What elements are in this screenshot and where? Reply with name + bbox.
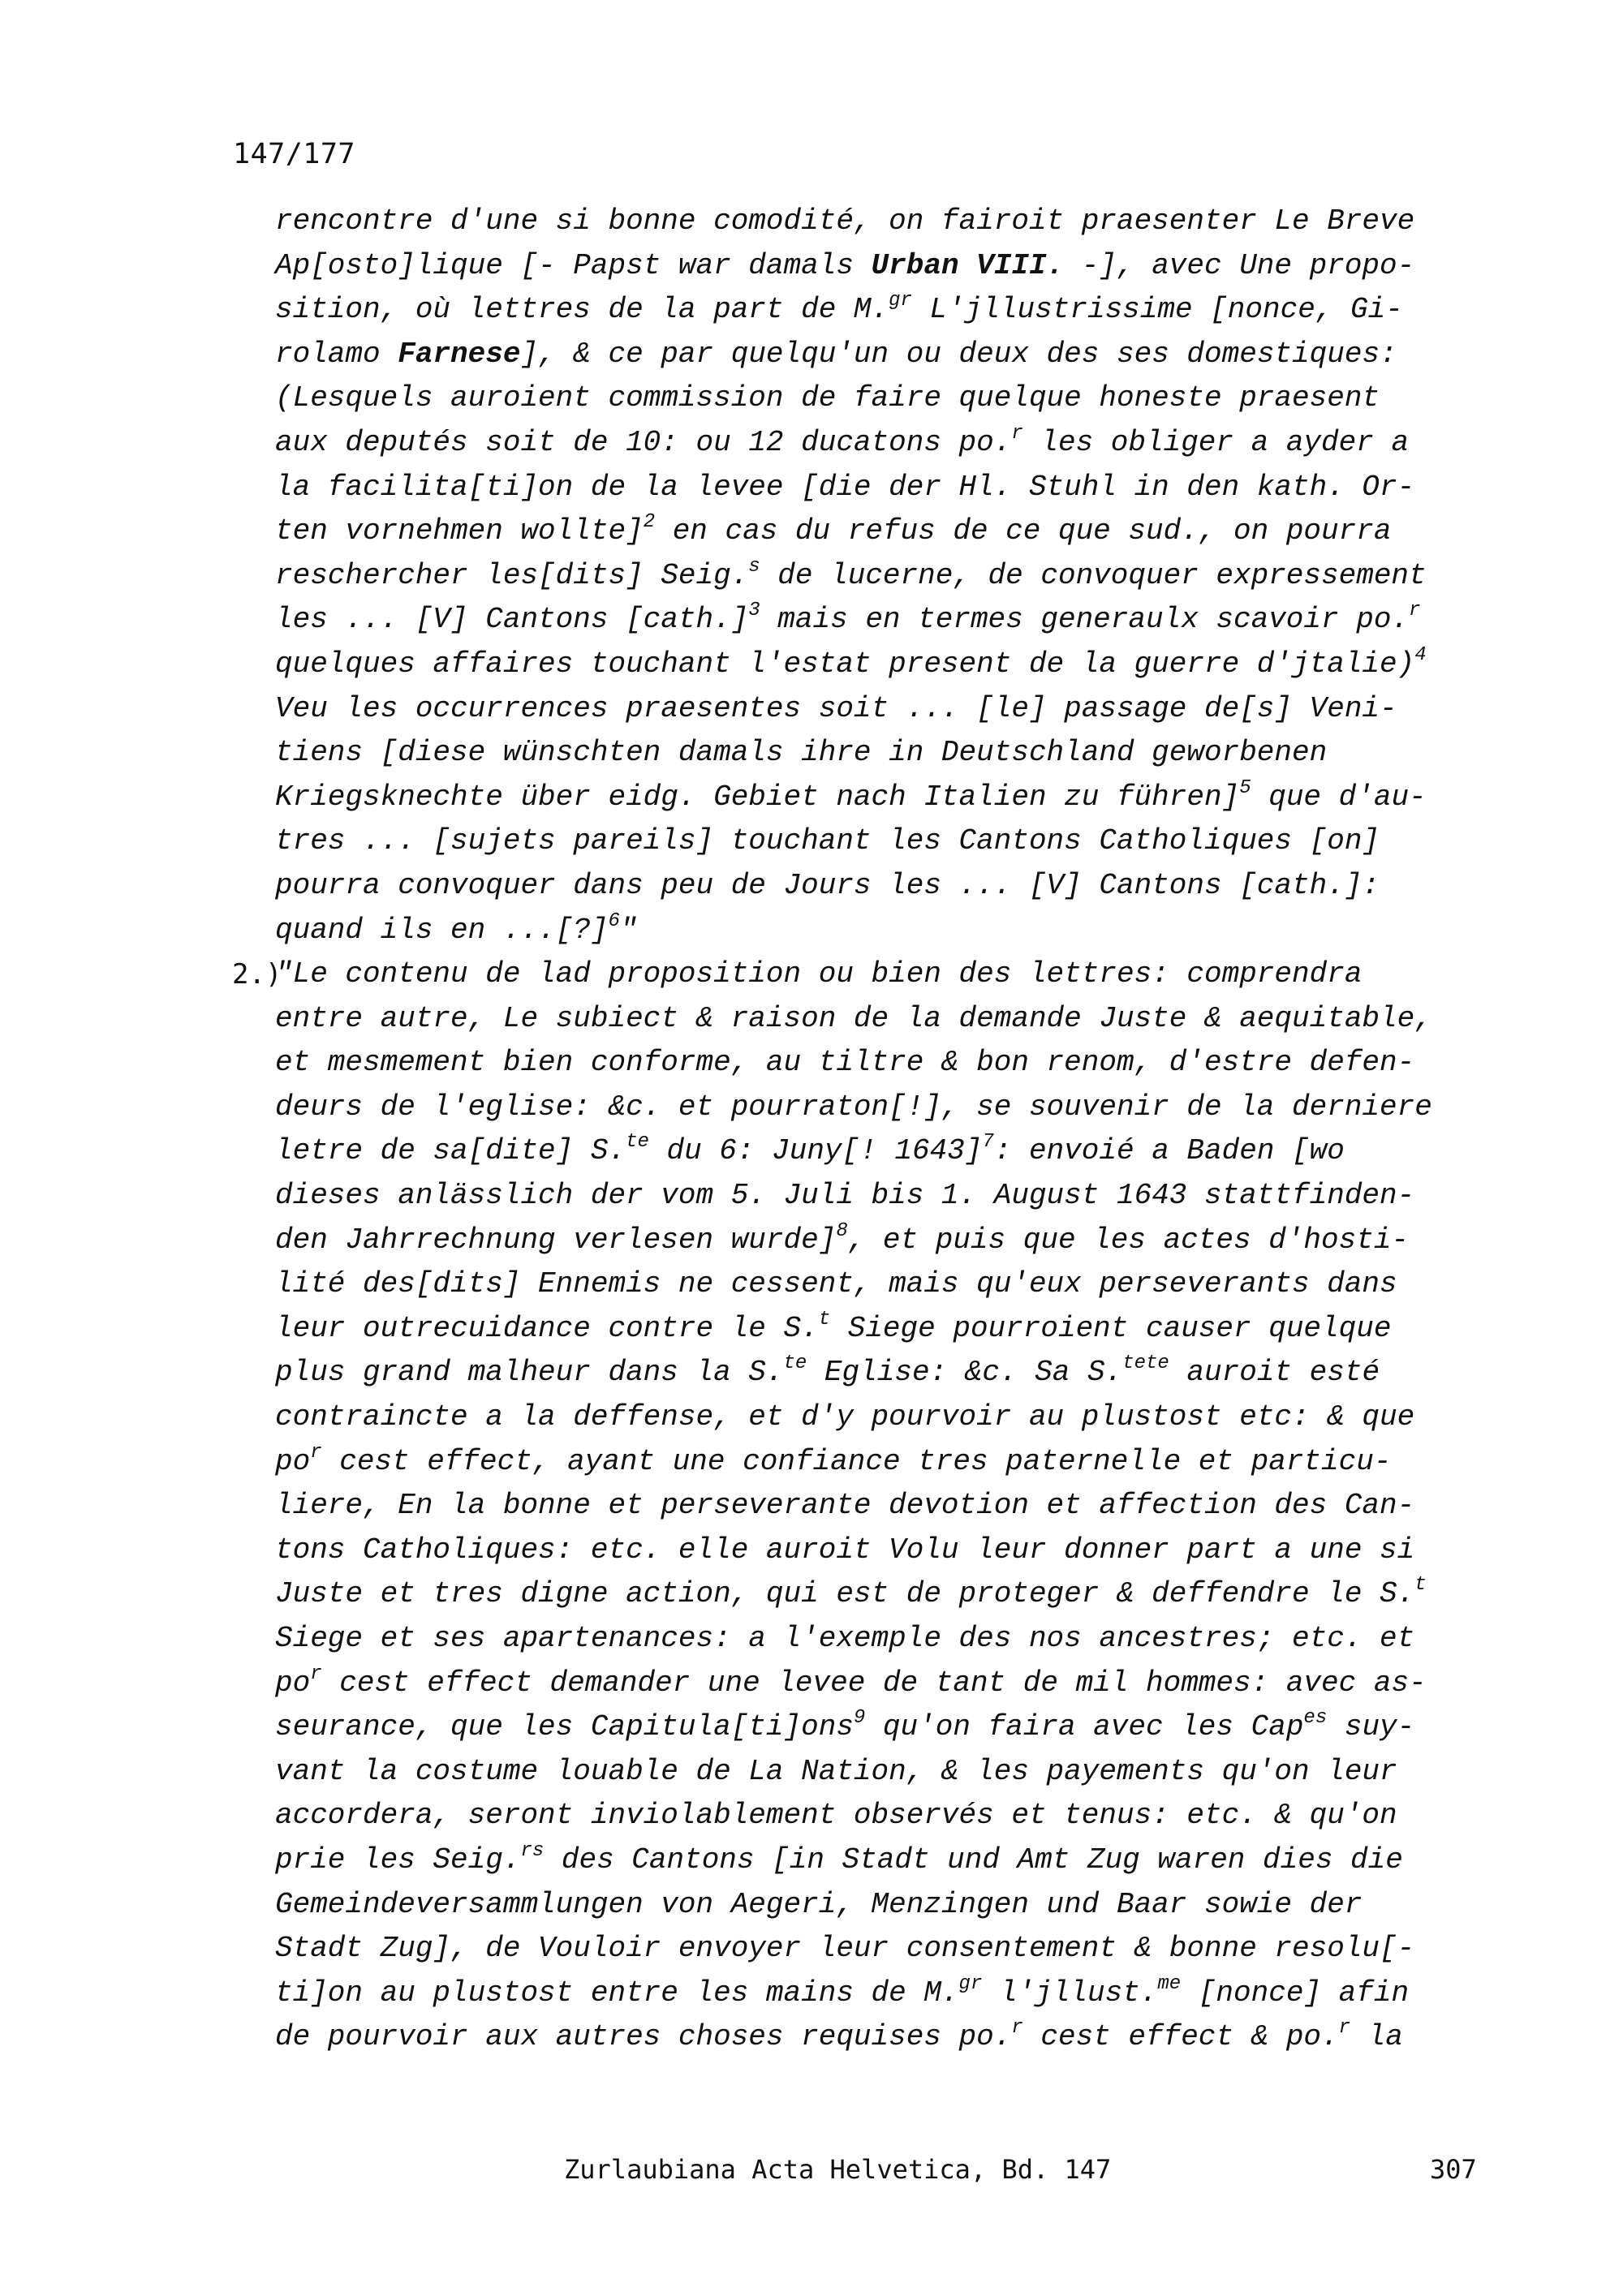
text-segment: de lucerne, de convoquer expressement (760, 558, 1427, 592)
superscript: 2 (643, 511, 656, 534)
text-segment: du 6: Juny[! 1643] (648, 1134, 983, 1168)
text-segment: mais en termes generaulx scavoir po. (760, 603, 1410, 637)
text-segment: entre autre, Le subiect & raison de la demande Juste & aequitable, (275, 1001, 1432, 1035)
text-segment: sition, où lettres de la part de M. (275, 293, 889, 327)
superscript: r (310, 1662, 322, 1685)
text-segment: Ap[osto]lique [- Papst war damals (275, 248, 872, 282)
text-line (275, 244, 1492, 289)
text-line (275, 1129, 1492, 1174)
text-segment: letre de sa[dite] S. (275, 1134, 626, 1168)
superscript: t (818, 1308, 831, 1331)
text-line (275, 1351, 1492, 1395)
text-line (275, 1617, 1492, 1662)
text-segment: ], & ce par quelqu'un ou deux des ses domestiques: (520, 337, 1397, 371)
item-number: 2.) (232, 958, 282, 991)
text-segment: vant la costume louable de La Nation, & les payements qu'on leur (275, 1754, 1397, 1788)
text-segment: Veu les occurrences praesentes soit ... [le] passage de[s] Veni- (275, 691, 1397, 725)
text-segment: cest effect & po. (1022, 2020, 1339, 2054)
text-segment: l'jllust. (982, 1976, 1158, 2010)
text-line (275, 1440, 1492, 1485)
text-line (275, 1662, 1492, 1706)
page-counter: 147/177 (233, 138, 356, 170)
text-line (275, 200, 1492, 244)
text-segment: auroit esté (1169, 1356, 1380, 1390)
text-line (275, 1262, 1492, 1307)
text-line (232, 952, 1492, 997)
text-line (275, 333, 1492, 377)
text-segment: la facilita[ti]on de la levee [die der Hl. Stuhl in den kath. Or- (275, 470, 1415, 504)
text-segment: Siege pourroient causer quelque (830, 1311, 1392, 1345)
text-line (275, 1086, 1492, 1130)
text-line (275, 687, 1492, 732)
superscript: rs (520, 1839, 545, 1862)
superscript: r (1011, 2017, 1023, 2040)
text-segment: Stadt Zug], de Vouloir envoyer leur consentement & bonne resolu[- (275, 1932, 1415, 1966)
text-line (275, 909, 1492, 953)
text-line (275, 1572, 1492, 1617)
text-line (275, 510, 1492, 554)
transcription-body (232, 200, 1492, 2060)
text-segment: Gemeindeversammlungen von Aegeri, Menzingen und Baar sowie der (275, 1887, 1363, 1921)
text-segment: les ... [V] Cantons [cath.] (275, 603, 749, 637)
text-segment: dieses anlässlich der vom 5. Juli bis 1. August 1643 stattfinden- (275, 1179, 1415, 1213)
text-line (275, 1041, 1492, 1086)
text-line (275, 1838, 1492, 1883)
text-segment: reschercher les[dits] Seig. (275, 558, 749, 592)
text-line (275, 376, 1492, 421)
text-segment: Eglise: &c. Sa S. (807, 1356, 1123, 1390)
text-segment: quelques affaires touchant l'estat present de la guerre d'jtalie) (275, 647, 1415, 681)
text-segment: rencontre d'une si bonne comodité, on fairoit praesenter Le Breve (275, 204, 1415, 238)
text-segment: -], avec Une propo- (1064, 248, 1415, 282)
text-line (275, 1705, 1492, 1750)
text-line (275, 819, 1492, 864)
text-segment: tres ... [sujets pareils] touchant les Cantons Catholiques [on] (275, 824, 1380, 858)
text-segment: en cas du refus de ce que sud., on pourra (655, 514, 1392, 548)
text-segment: Juste et tres digne action, qui est de proteger & deffendre le S. (275, 1577, 1415, 1611)
superscript: gr (958, 1972, 983, 1995)
text-segment: Siege et ses apartenances: a l'exemple des nos ancestres; etc. et (275, 1622, 1415, 1655)
text-segment: tons Catholiques: etc. elle auroit Volu leur donner part a une si (275, 1533, 1415, 1567)
text-segment: ten vornehmen wollte] (275, 514, 644, 548)
superscript: r (1409, 600, 1421, 622)
superscript: 9 (853, 1707, 866, 1730)
text-line (275, 1883, 1492, 1928)
superscript: s (748, 555, 760, 578)
text-segment: deurs de l'eglise: &c. et pourraton[!], se souvenir de la derniere (275, 1090, 1432, 1124)
superscript: r (1011, 422, 1023, 445)
text-segment: "Le contenu de lad proposition ou bien des lettres: comprendra (275, 957, 1363, 991)
text-line (275, 1529, 1492, 1573)
text-segment: pourra convoquer dans peu de Jours les ... [V] Cantons [cath.]: (275, 868, 1380, 902)
text-line (275, 731, 1492, 776)
text-segment: " (619, 913, 638, 947)
superscript: 4 (1414, 643, 1427, 666)
text-line (275, 598, 1492, 643)
text-line (275, 1174, 1492, 1219)
text-line (275, 1927, 1492, 1971)
text-segment: po (275, 1444, 311, 1478)
text-segment: la (1350, 2020, 1403, 2054)
superscript: te (626, 1131, 649, 1154)
text-segment: suy- (1327, 1710, 1415, 1744)
text-segment: quand ils en ...[?] (275, 913, 609, 947)
text-segment: cest effect demander une levee de tant de mil hommes: avec as- (321, 1666, 1427, 1700)
superscript: gr (889, 290, 912, 312)
text-line (275, 1971, 1492, 2016)
superscript: 5 (1239, 776, 1251, 799)
superscript: es (1303, 1707, 1328, 1730)
text-line (275, 288, 1492, 333)
text-line (275, 1219, 1492, 1263)
footer-title: Zurlaubiana Acta Helvetica, Bd. 147 (564, 2154, 1112, 2185)
superscript: 3 (748, 600, 760, 622)
text-segment: aux deputés soit de 10: ou 12 ducatons po. (275, 425, 1012, 459)
text-segment: seurance, que les Capitula[ti]ons (275, 1710, 854, 1744)
text-segment: plus grand malheur dans la S. (275, 1356, 784, 1390)
text-segment: lité des[dits] Ennemis ne cessent, mais qu'eux perseverants dans (275, 1267, 1397, 1301)
text-segment: accordera, seront inviolablement observés et tenus: etc. & qu'on (275, 1799, 1397, 1833)
text-line (275, 643, 1492, 687)
text-line (275, 421, 1492, 466)
text-segment: des Cantons [in Stadt und Amt Zug waren dies die (544, 1842, 1403, 1877)
text-segment: Kriegsknechte über eidg. Gebiet nach Italien zu führen] (275, 780, 1240, 814)
text-line (275, 466, 1492, 510)
text-line (275, 1750, 1492, 1795)
text-segment: et mesmement bien conforme, au tiltre & bon renom, d'estre defen- (275, 1046, 1415, 1080)
text-segment: les obliger a ayder a (1022, 425, 1410, 459)
text-line (275, 2015, 1492, 2060)
text-segment: qu'on faira avec les Cap (865, 1710, 1304, 1744)
text-segment: L'jllustrissime [nonce, Gi- (911, 293, 1403, 327)
text-segment: : envoié a Baden [wo (993, 1134, 1345, 1168)
text-line (275, 864, 1492, 909)
superscript: r (1338, 2017, 1351, 2040)
text-segment: leur outrecuidance contre le S. (275, 1311, 819, 1345)
bold-name: Urban VIII. (871, 248, 1065, 282)
superscript: tete (1122, 1352, 1169, 1375)
text-segment: (Lesquels auroient commission de faire quelque honeste praesent (275, 381, 1380, 415)
text-line (275, 1794, 1492, 1838)
text-line (275, 554, 1492, 599)
superscript: 7 (982, 1131, 994, 1154)
text-line (275, 1484, 1492, 1529)
text-line (275, 776, 1492, 820)
text-segment: liere, En la bonne et perseverante devotion et affection des Can- (275, 1489, 1415, 1523)
text-line (275, 1307, 1492, 1352)
superscript: r (310, 1441, 322, 1464)
superscript: me (1157, 1972, 1182, 1995)
text-segment: contraincte a la deffense, et d'y pourvoir au plustost etc: & que (275, 1400, 1415, 1434)
text-segment: tiens [diese wünschten damals ihre in Deutschland geworbenen (275, 736, 1328, 770)
footer-page-number: 307 (1430, 2154, 1477, 2185)
text-segment: po (275, 1666, 311, 1700)
text-segment: de pourvoir aux autres choses requises po. (275, 2020, 1012, 2054)
text-segment: , et puis que les actes d'hosti- (847, 1223, 1410, 1257)
superscript: 8 (836, 1219, 848, 1242)
text-segment: cest effect, ayant une confiance tres paternelle et particu- (321, 1444, 1392, 1478)
text-line (275, 997, 1492, 1042)
text-segment: [nonce] afin (1181, 1976, 1410, 2010)
text-segment: prie les Seig. (275, 1842, 521, 1877)
superscript: 6 (608, 909, 620, 932)
text-segment: den Jahrrechnung verlesen wurde] (275, 1223, 837, 1257)
text-segment: que d'au- (1251, 780, 1427, 814)
superscript: t (1414, 1574, 1427, 1597)
text-segment: ti]on au plustost entre les mains de M. (275, 1976, 959, 2010)
bold-name: Farnese (398, 337, 521, 371)
superscript: te (783, 1352, 807, 1375)
text-line (275, 1395, 1492, 1440)
text-segment: rolamo (275, 337, 398, 371)
